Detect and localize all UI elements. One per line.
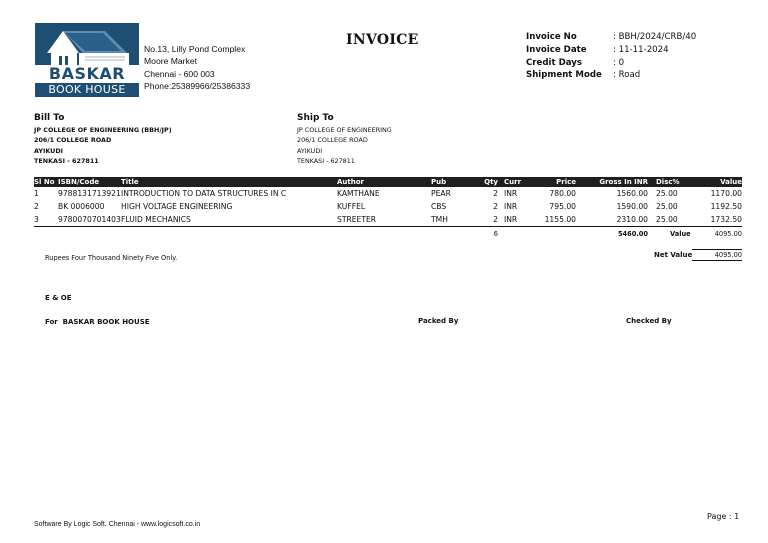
cell-sl: 2 <box>34 202 39 211</box>
meta-value: : 11-11-2024 <box>613 44 669 55</box>
meta-value: : 0 <box>613 57 625 68</box>
total-qty: 6 <box>493 230 498 238</box>
address-line: Phone:25389966/25386333 <box>144 81 251 92</box>
cell-author: KUFFEL <box>337 202 366 211</box>
table-row <box>34 200 742 213</box>
cell-disc: 25.00 <box>656 215 678 224</box>
invoice-meta <box>526 31 696 82</box>
cell-isbn: 9788131713921 <box>58 189 121 198</box>
meta-value: : Road <box>613 70 641 81</box>
cell-pub: CBS <box>431 202 447 211</box>
address-line: Chennai - 600 003 <box>144 68 215 79</box>
logo-word-book-house: BOOK HOUSE <box>35 83 139 97</box>
meta-label: Invoice Date <box>526 44 587 55</box>
col-sl-no: Sl No <box>34 178 55 186</box>
cell-price: 1155.00 <box>544 215 576 224</box>
cell-gross: 2310.00 <box>616 215 648 224</box>
cell-curr: INR <box>504 202 518 211</box>
software-credit: Software By Logic Soft, Chennai - www.logicsoft.co.in <box>34 521 201 528</box>
document-title: INVOICE <box>346 32 419 48</box>
table-row <box>34 213 742 226</box>
col-price: Price <box>556 178 576 186</box>
cell-author: STREETER <box>337 215 377 224</box>
logo-word-baskar: BASKAR <box>35 65 139 83</box>
net-value-amount: 4095.00 <box>692 250 742 261</box>
ship-to-line: JP COLLEGE OF ENGINEERING <box>297 126 392 134</box>
company-address <box>144 43 250 93</box>
ship-to-line: AYIKUDI <box>297 146 323 155</box>
address-line: No.13, Lilly Pond Complex <box>144 44 246 54</box>
cell-author: KAMTHANE <box>337 189 380 198</box>
cell-value: 1732.50 <box>710 215 742 224</box>
cell-qty: 2 <box>493 189 498 198</box>
meta-row <box>526 57 696 70</box>
bill-to-line: JP COLLEGE OF ENGINEERING (BBH/JP) <box>34 126 172 134</box>
col-disc: Disc% <box>656 178 680 186</box>
total-value-label: Value <box>670 230 691 238</box>
cell-sl: 1 <box>34 189 39 198</box>
col-curr: Curr <box>504 178 522 186</box>
meta-value: : BBH/2024/CRB/40 <box>613 32 697 42</box>
cell-curr: INR <box>504 189 518 198</box>
ship-to-block <box>297 113 392 166</box>
bill-to-line: TENKASI - 627811 <box>34 156 99 165</box>
house-icon <box>35 23 139 65</box>
ship-to-line: TENKASI - 627811 <box>297 156 355 165</box>
cell-price: 780.00 <box>549 189 576 198</box>
meta-label: Shipment Mode <box>526 70 602 81</box>
page-number: Page : 1 <box>707 512 740 521</box>
table-totals-row <box>34 227 742 241</box>
col-value: Value <box>720 178 742 186</box>
cell-disc: 25.00 <box>656 202 678 211</box>
cell-value: 1170.00 <box>710 189 742 198</box>
col-pub: Pub <box>431 178 447 186</box>
meta-row <box>526 31 696 44</box>
cell-sl: 3 <box>34 215 39 224</box>
logo-house-graphic <box>35 23 139 65</box>
cell-gross: 1560.00 <box>616 189 648 198</box>
cell-value: 1192.50 <box>710 202 742 211</box>
cell-qty: 2 <box>493 202 498 211</box>
cell-disc: 25.00 <box>656 189 678 198</box>
col-isbn: ISBN/Code <box>58 178 100 186</box>
col-author: Author <box>337 178 364 186</box>
ship-to-heading: Ship To <box>297 113 334 123</box>
items-table <box>34 177 742 241</box>
cell-qty: 2 <box>493 215 498 224</box>
bill-to-heading: Bill To <box>34 113 65 123</box>
total-value: 4095.00 <box>714 230 742 238</box>
col-title: Title <box>121 178 139 186</box>
ship-to-line: 206/1 COLLEGE ROAD <box>297 136 368 145</box>
cell-curr: INR <box>504 215 518 224</box>
cell-gross: 1590.00 <box>616 202 648 211</box>
cell-price: 795.00 <box>549 202 576 211</box>
checked-by-label: Checked By <box>626 317 672 325</box>
cell-title: INTRODUCTION TO DATA STRUCTURES IN C <box>121 189 287 198</box>
bill-to-line: 206/1 COLLEGE ROAD <box>34 136 112 145</box>
total-gross: 5460.00 <box>617 230 648 238</box>
table-header <box>34 177 742 187</box>
packed-by-label: Packed By <box>418 317 459 325</box>
cell-title: HIGH VOLTAGE ENGINEERING <box>121 202 233 211</box>
meta-label: Invoice No <box>526 32 577 42</box>
cell-isbn: 9780070701403 <box>58 215 121 224</box>
col-gross: Gross In INR <box>599 178 648 186</box>
cell-pub: TMH <box>431 215 448 224</box>
net-value-label: Net Value <box>654 251 693 259</box>
cell-isbn: BK 0006000 <box>58 202 105 211</box>
company-logo <box>35 23 139 97</box>
errors-omissions-note: E & OE <box>45 294 72 302</box>
table-row <box>34 187 742 200</box>
col-qty: Qty <box>484 178 498 186</box>
meta-label: Credit Days <box>526 57 582 68</box>
for-company-signature: For BASKAR BOOK HOUSE <box>45 318 150 326</box>
address-line: Moore Market <box>144 56 198 67</box>
meta-row <box>526 44 696 57</box>
bill-to-line: AYIKUDI <box>34 146 64 155</box>
cell-title: FLUID MECHANICS <box>121 215 191 224</box>
bill-to-block <box>34 113 172 166</box>
cell-pub: PEAR <box>431 189 451 198</box>
amount-in-words: Rupees Four Thousand Ninety Five Only. <box>45 254 178 262</box>
meta-row <box>526 69 696 82</box>
